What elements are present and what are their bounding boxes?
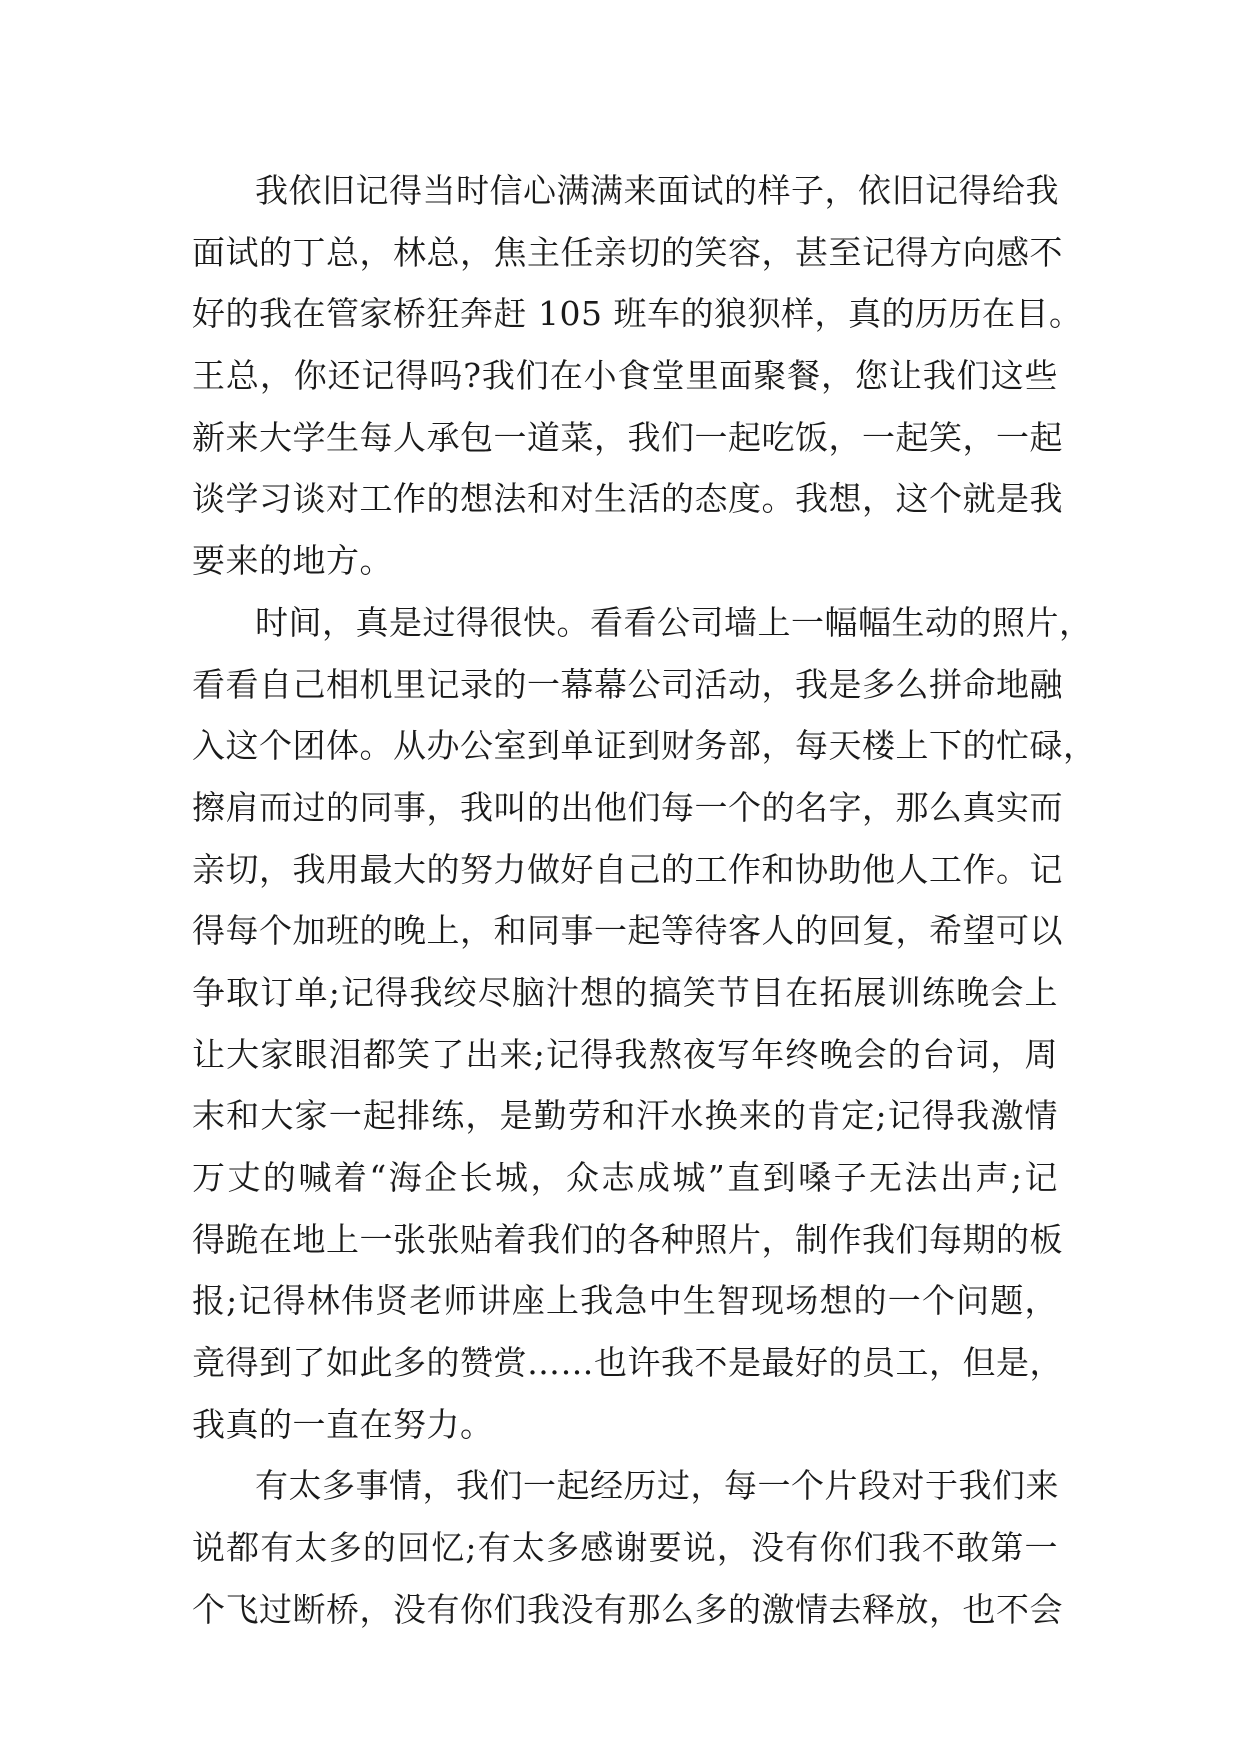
text-line: 看看自己相机里记录的一幕幕公司活动，我是多么拼命地融 (192, 664, 1063, 704)
text-line: 个飞过断桥，没有你们我没有那么多的激情去释放，也不会 (192, 1589, 1063, 1629)
text-line: 面试的丁总，林总，焦主任亲切的笑容，甚至记得方向感不 (192, 232, 1063, 272)
text-line: 万丈的喊着“海企长城，众志成城”直到嗓子无法出声;记 (192, 1158, 1058, 1197)
text-line: 有太多事情，我们一起经历过，每一个片段对于我们来 (255, 1466, 1059, 1506)
text-line: 亲切，我用最大的努力做好自己的工作和协助他人工作。记 (192, 849, 1063, 889)
body-text (192, 160, 1097, 1641)
text-line: 末和大家一起排练，是勤劳和汗水换来的肯定;记得我激情 (192, 1096, 1058, 1136)
text-line: 新来大学生每人承包一道菜，我们一起吃饭，一起笑，一起 (192, 417, 1063, 457)
text-line: 入这个团体。从办公室到单证到财务部，每天楼上下的忙碌， (192, 726, 1097, 766)
text-line: 得跪在地上一张张贴着我们的各种照片，制作我们每期的板 (192, 1219, 1063, 1259)
text-line: 我依旧记得当时信心满满来面试的样子，依旧记得给我 (255, 171, 1059, 210)
text-line: 时间，真是过得很快。看看公司墙上一幅幅生动的照片， (255, 602, 1093, 642)
text-line: 竟得到了如此多的赞赏……也许我不是最好的员工，但是， (192, 1343, 1063, 1383)
text-line: 得每个加班的晚上，和同事一起等待客人的回复，希望可以 (192, 911, 1063, 951)
text-line: 要来的地方。 (192, 541, 393, 581)
paragraph (192, 1455, 1063, 1640)
paragraph (192, 160, 1083, 592)
text-line: 让大家眼泪都笑了出来;记得我熬夜写年终晚会的台词，周 (192, 1034, 1058, 1074)
text-line: 好的我在管家桥狂奔赶 105 班车的狼狈样，真的历历在目。 (192, 294, 1083, 334)
text-line: 擦肩而过的同事，我叫的出他们每一个的名字，那么真实而 (192, 787, 1063, 827)
text-line: 谈学习谈对工作的想法和对生活的态度。我想，这个就是我 (192, 479, 1063, 519)
text-line: 争取订单;记得我绞尽脑汁想的搞笑节目在拓展训练晚会上 (192, 972, 1058, 1012)
text-line: 报;记得林伟贤老师讲座上我急中生智现场想的一个问题， (192, 1281, 1058, 1321)
text-line: 王总，你还记得吗?我们在小食堂里面聚餐，您让我们这些 (192, 356, 1058, 396)
paragraph (192, 592, 1097, 1456)
text-line: 说都有太多的回忆;有太多感谢要说，没有你们我不敢第一 (192, 1528, 1058, 1568)
text-line: 我真的一直在努力。 (192, 1404, 494, 1444)
